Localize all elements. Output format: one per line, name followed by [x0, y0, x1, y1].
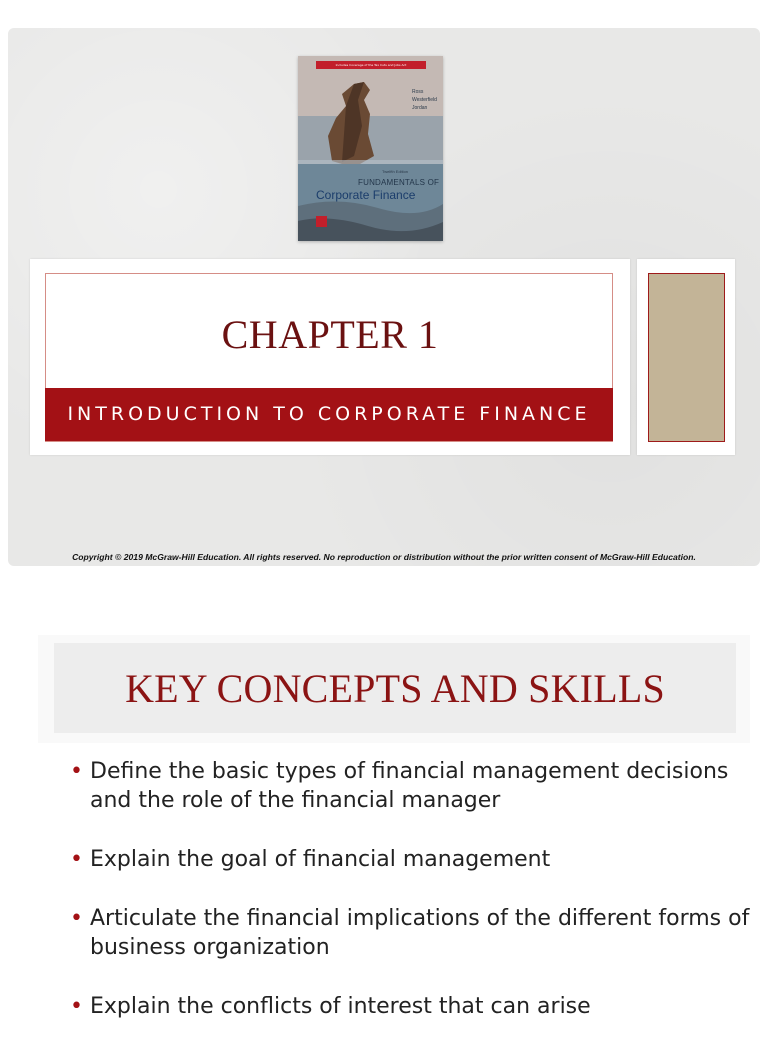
bullet-text: Explain the conflicts of interest that can arise — [90, 994, 591, 1019]
book-title-line2: Corporate Finance — [316, 188, 416, 202]
bullet-icon: • — [70, 759, 83, 784]
side-accent-box — [648, 273, 725, 442]
slide2-header — [54, 643, 736, 733]
title-panel — [30, 259, 630, 455]
slide2-title: KEY CONCEPTS AND SKILLS — [125, 666, 665, 711]
book-authors — [412, 88, 437, 112]
book-author: Westerfield — [412, 97, 437, 103]
book-author: Ross — [412, 89, 424, 95]
list-item — [70, 757, 750, 815]
list-item — [70, 992, 750, 1021]
book-title-line1: FUNDAMENTALS OF — [358, 178, 440, 187]
list-item — [70, 845, 750, 874]
bullet-text: Articulate the financial implications of the different forms of business organization — [90, 906, 750, 960]
sea-stack-rock-illustration — [298, 56, 443, 241]
list-item — [70, 904, 750, 962]
title-slide — [8, 28, 760, 566]
book-banner: Includes Coverage of the Tax Cuts and Jobs Act — [316, 61, 426, 69]
side-panel — [637, 259, 735, 455]
key-concepts-list — [70, 757, 750, 1051]
chapter-subtitle: INTRODUCTION TO CORPORATE FINANCE — [45, 388, 613, 441]
textbook-cover-image — [298, 56, 443, 241]
bullet-icon: • — [70, 994, 83, 1019]
bullet-text: Define the basic types of financial management decisions and the role of the financial manager — [90, 759, 729, 813]
bullet-icon: • — [70, 906, 83, 931]
copyright-notice: Copyright © 2019 McGraw-Hill Education. All rights reserved. No reproduction or distribution without the prior written consent of McGraw-Hill Education. — [72, 552, 696, 562]
publisher-logo — [316, 216, 327, 227]
book-author: Jordan — [412, 105, 428, 111]
bullet-text: Explain the goal of financial management — [90, 847, 551, 872]
bullet-icon: • — [70, 847, 83, 872]
book-edition: Twelfth Edition — [382, 169, 409, 174]
chapter-title: CHAPTER 1 — [221, 312, 439, 357]
